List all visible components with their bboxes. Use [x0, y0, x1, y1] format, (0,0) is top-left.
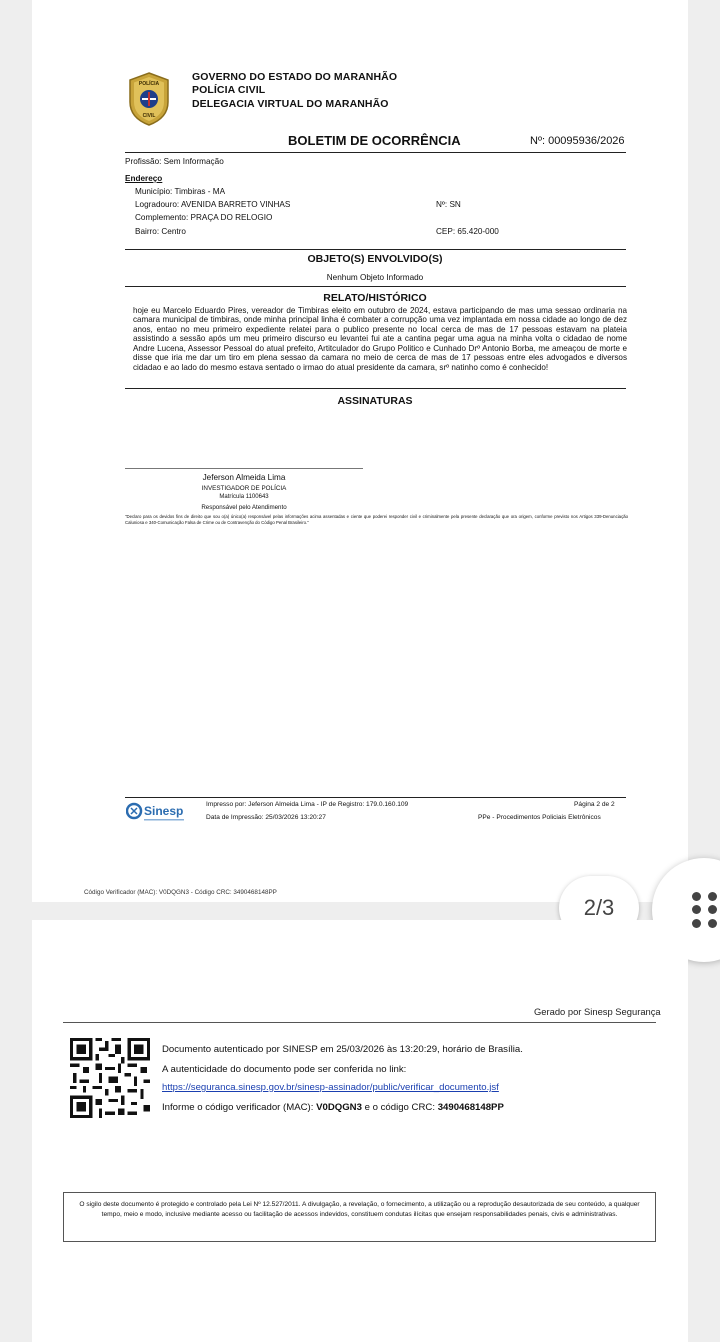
header-delegacia: DELEGACIA VIRTUAL DO MARANHÃO: [192, 98, 389, 110]
declaracao-text: "Declaro para os devidos fins de direito que sou o(a) único(a) responsável pelas informações acima assentadas e ciente que poderei responder civil e criminalmente pela presente declaração que ora origem, conforme previsto nos Artigos 339-Denunciação Caluniosa e 340-Comunicação Falsa de Crime ou de Contravenção do Código Penal Brasileiro.": [125, 514, 628, 525]
sigilo-notice: O sigilo deste documento é protegido e controlado pela Lei Nº 12.527/2011. A divulgação, a revelação, o fornecimento, a utilização ou a reprodução desautorizada de seu conteúdo, a qualquer tempo, meio e modo, inclusive mediante acesso ou facilitação de acessos indevidos, constituem condutas ilícitas que ensejam responsabilidades penais, civis e administrativas.: [63, 1192, 656, 1242]
auth-line-1: Documento autenticado por SINESP em 25/03/2026 às 13:20:29, horário de Brasília.: [162, 1044, 523, 1055]
signature-line: [125, 468, 363, 469]
seal-text-bottom: CIVIL: [142, 113, 156, 119]
grid-dots-icon: [692, 892, 718, 928]
signer-name: Jeferson Almeida Lima: [202, 473, 286, 482]
verification-link[interactable]: https://seguranca.sinesp.gov.br/sinesp-assinador/public/verificar_documento.jsf: [162, 1082, 499, 1093]
assinaturas-heading: ASSINATURAS: [337, 395, 413, 407]
divider: [125, 249, 626, 250]
signer-matricula: Matrícula 1100643: [219, 494, 269, 500]
auth-line-2: A autenticidade do documento pode ser conferida no link:: [162, 1064, 407, 1075]
bo-number: Nº: 00095936/2026: [530, 135, 625, 147]
document-page-1: [32, 0, 688, 902]
divider: [63, 1022, 656, 1023]
objetos-heading: OBJETO(S) ENVOLVIDO(S): [307, 253, 443, 265]
policia-civil-seal-icon: [128, 72, 170, 126]
objetos-text: Nenhum Objeto Informado: [326, 273, 424, 282]
ppe-label: PPe - Procedimentos Policiais Eletrônicos: [478, 814, 601, 821]
qr-code-icon: [70, 1038, 150, 1118]
auth-line-3-mid: e o código CRC:: [361, 1102, 438, 1113]
bairro: Bairro: Centro: [135, 227, 186, 236]
document-page-2: [32, 920, 688, 1342]
sinesp-logo-icon: [126, 800, 191, 826]
endereco-heading: Endereço: [125, 174, 163, 183]
page-indicator[interactable]: 2/3: [559, 876, 639, 940]
sinesp-logo-text: Sinesp: [144, 804, 184, 818]
logradouro: Logradouro: AVENIDA BARRETO VINHAS: [135, 200, 291, 209]
relato-text: hoje eu Marcelo Eduardo Pires, vereador de Timbiras eleito em outubro de 2024, estava participando de mas uma sessao ordinaria na camara municipal de timbiras, onde minha principal linha é combater a corrupção uma vez implantada em nossa cidade ao longo de dez anos, entao no meu primeiro expediente relatei para o publico presente no local cerca de mas de 17 pessoas estavam na plateia assistindo a sessão após um meu primeiro discurso eu levantei fui ate a cantina pegar uma agua na minha volta o cidadao de nome Andre Lucena, Assessor Pessoal do atual prefeito, Artitculador do Grupo Politico e Cunhado Drº Antonio Borba, me ameaçou de morte e disse que iria me dar um tiro em plena sessao da camara no meio de cerca de mas de 17 pessoas entre eles advogados e diversos cidadao e ao lado do mesmo estava sentado o irmao do atual presidente da camara, srº natinho como é conhecido!: [133, 306, 627, 372]
divider: [125, 388, 626, 389]
profissao: Profissão: Sem Informação: [125, 157, 224, 166]
data-impressao: Data de Impressão: 25/03/2026 13:20:27: [206, 814, 326, 821]
header-government: GOVERNO DO ESTADO DO MARANHÃO: [192, 71, 398, 83]
signer-role: INVESTIGADOR DE POLÍCIA: [201, 485, 287, 492]
crc-code: 3490468148PP: [437, 1102, 504, 1113]
signer-responsavel: Responsável pelo Atendimento: [201, 504, 287, 511]
relato-heading: RELATO/HISTÓRICO: [323, 292, 427, 304]
seal-text-top: POLÍCIA: [138, 81, 160, 87]
pagina-number: Página 2 de 2: [574, 801, 615, 808]
municipio: Município: Timbiras - MA: [135, 187, 226, 196]
footer-divider: [125, 797, 626, 798]
divider: [125, 286, 626, 287]
cep: CEP: 65.420-000: [436, 227, 499, 236]
numero: Nº: SN: [436, 200, 461, 209]
mac-code: V0DQGN3: [316, 1102, 362, 1113]
impresso-por: Impresso por: Jeferson Almeida Lima - IP de Registro: 179.0.160.109: [206, 801, 409, 808]
mac-line: Código Verificador (MAC): V0DQGN3 - Código CRC: 3490468148PP: [84, 889, 277, 896]
header-policia-civil: POLÍCIA CIVIL: [192, 84, 266, 96]
divider: [125, 152, 626, 153]
document-title: BOLETIM DE OCORRÊNCIA: [288, 133, 461, 148]
auth-line-3-prefix: Informe o código verificador (MAC):: [162, 1102, 317, 1113]
complemento: Complemento: PRAÇA DO RELOGIO: [135, 213, 273, 222]
auth-line-3: [162, 1102, 504, 1113]
gerado-por: Gerado por Sinesp Segurança: [534, 1006, 661, 1017]
